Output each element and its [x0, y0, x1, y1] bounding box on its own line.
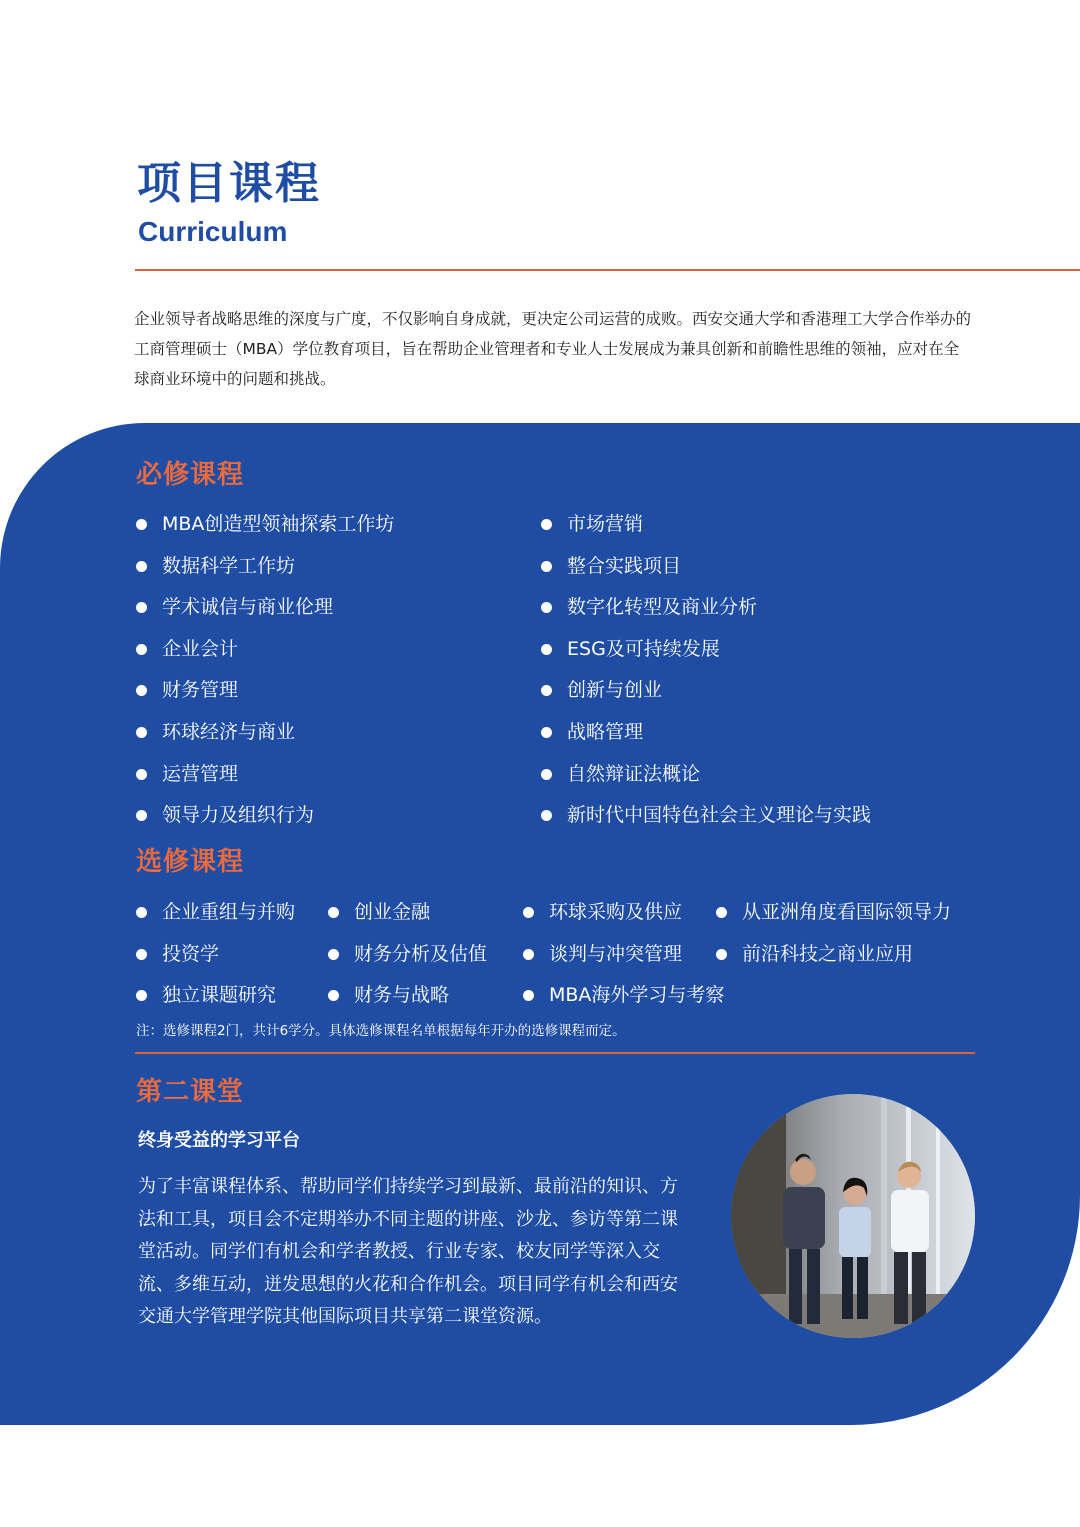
- required-course-item: 创新与创业: [541, 677, 662, 703]
- elective-course-item: 前沿科技之商业应用: [716, 941, 913, 967]
- bullet-icon: [136, 644, 147, 655]
- section-divider: [135, 1052, 975, 1054]
- required-course-item: 新时代中国特色社会主义理论与实践: [541, 802, 871, 828]
- bullet-icon: [328, 990, 339, 1001]
- bullet-icon: [136, 685, 147, 696]
- required-course-item: 领导力及组织行为: [136, 802, 314, 828]
- bullet-icon: [136, 949, 147, 960]
- bullet-icon: [541, 769, 552, 780]
- bullet-icon: [541, 602, 552, 613]
- elective-course-item: 创业金融: [328, 899, 430, 925]
- bullet-icon: [136, 602, 147, 613]
- required-course-item: 财务管理: [136, 677, 238, 703]
- bullet-icon: [136, 769, 147, 780]
- bullet-icon: [716, 907, 727, 918]
- bullet-icon: [328, 949, 339, 960]
- elective-course-item: 独立课题研究: [136, 982, 276, 1008]
- elective-course-item: 环球采购及供应: [523, 899, 682, 925]
- required-course-item: 市场营销: [541, 511, 643, 537]
- bullet-icon: [541, 810, 552, 821]
- bullet-icon: [328, 907, 339, 918]
- second-classroom-subtitle: 终身受益的学习平台: [138, 1130, 300, 1151]
- required-course-item: 企业会计: [136, 636, 238, 662]
- elective-course-item: 财务分析及估值: [328, 941, 487, 967]
- required-courses-title: 必修课程: [136, 460, 245, 490]
- elective-course-item: 企业重组与并购: [136, 899, 295, 925]
- bullet-icon: [716, 949, 727, 960]
- second-classroom-title: 第二课堂: [136, 1077, 245, 1107]
- title-divider: [135, 269, 1080, 271]
- elective-courses-title: 选修课程: [136, 847, 245, 877]
- bullet-icon: [523, 907, 534, 918]
- bullet-icon: [136, 810, 147, 821]
- required-course-item: 数据科学工作坊: [136, 553, 295, 579]
- elective-note: 注：选修课程2门，共计6学分。具体选修课程名单根据每年开办的选修课程而定。: [136, 1023, 626, 1039]
- bullet-icon: [136, 907, 147, 918]
- elective-course-item: 投资学: [136, 941, 219, 967]
- students-photo-illustration: [731, 1094, 975, 1338]
- page-subtitle-en: Curriculum: [138, 216, 288, 247]
- bullet-icon: [541, 519, 552, 530]
- page-title: 项目课程: [137, 158, 321, 209]
- required-course-item: 数字化转型及商业分析: [541, 594, 757, 620]
- second-classroom-body: 为了丰富课程体系、帮助同学们持续学习到最新、最前沿的知识、方法和工具，项目会不定期举办不同主题的讲座、沙龙、参访等第二课堂活动。同学们有机会和学者教授、行业专家、校友同学等深入交流、多维互动，迸发思想的火花和合作机会。项目同学有机会和西安交通大学管理学院其他国际项目共享第二课堂资源。: [138, 1176, 678, 1328]
- bullet-icon: [541, 685, 552, 696]
- bullet-icon: [136, 519, 147, 530]
- students-photo: [731, 1094, 975, 1338]
- bullet-icon: [541, 727, 552, 738]
- bullet-icon: [523, 949, 534, 960]
- bullet-icon: [136, 990, 147, 1001]
- bullet-icon: [523, 990, 534, 1001]
- required-course-item: 环球经济与商业: [136, 719, 295, 745]
- required-course-item: 运营管理: [136, 761, 238, 787]
- required-course-item: 学术诚信与商业伦理: [136, 594, 333, 620]
- required-course-item: 战略管理: [541, 719, 643, 745]
- bullet-icon: [541, 644, 552, 655]
- intro-paragraph: 企业领导者战略思维的深度与广度，不仅影响自身成就，更决定公司运营的成败。西安交通大学和香港理工大学合作举办的工商管理硕士（MBA）学位教育项目，旨在帮助企业管理者和专业人士发展成为兼具创新和前瞻性思维的领袖，应对在全球商业环境中的问题和挑战。: [134, 310, 972, 388]
- required-course-item: ESG及可持续发展: [541, 636, 720, 662]
- required-course-item: 自然辩证法概论: [541, 761, 700, 787]
- bullet-icon: [541, 561, 552, 572]
- required-course-item: MBA创造型领袖探索工作坊: [136, 511, 394, 537]
- bullet-icon: [136, 727, 147, 738]
- bullet-icon: [136, 561, 147, 572]
- elective-course-item: 谈判与冲突管理: [523, 941, 682, 967]
- elective-course-item: 财务与战略: [328, 982, 449, 1008]
- required-course-item: 整合实践项目: [541, 553, 681, 579]
- elective-course-item: 从亚洲角度看国际领导力: [716, 899, 951, 925]
- elective-course-item: MBA海外学习与考察: [523, 982, 724, 1008]
